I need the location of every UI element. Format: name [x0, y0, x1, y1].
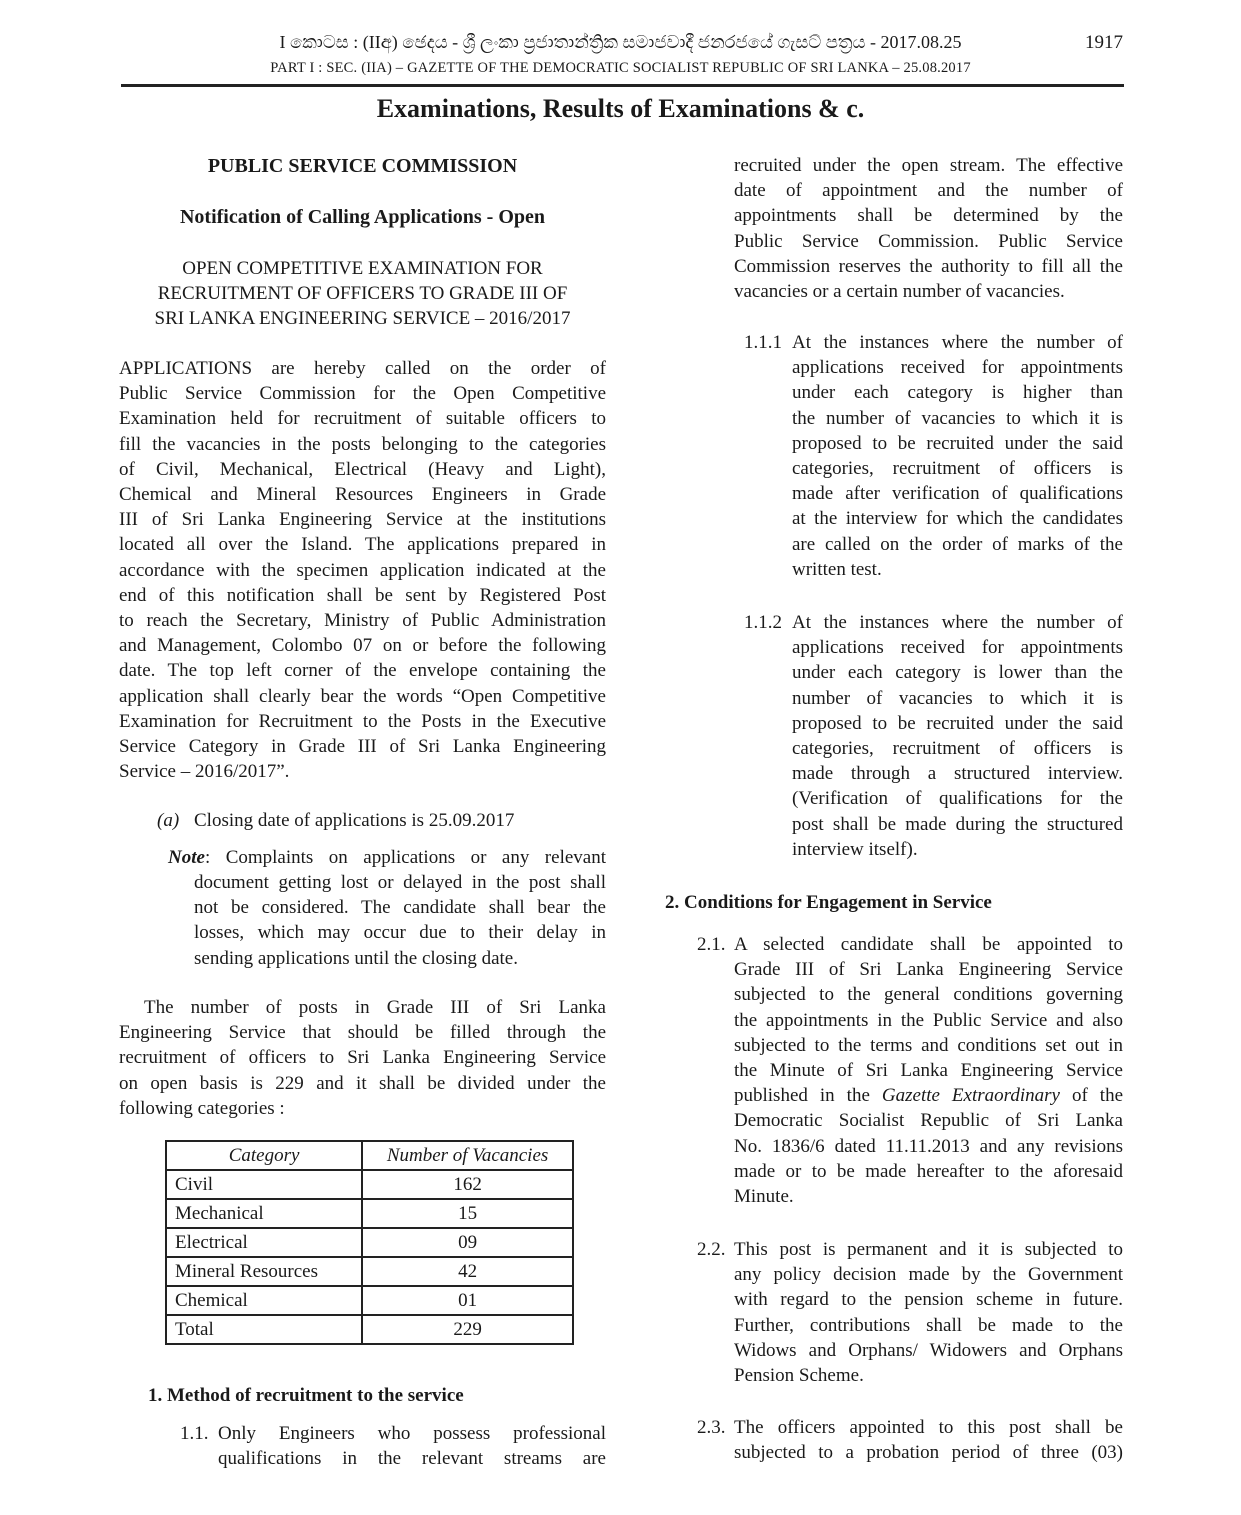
table-row — [166, 1199, 573, 1228]
category-cell: Mechanical — [166, 1199, 362, 1228]
item-2-2-text — [734, 1237, 1123, 1388]
text-line: following categories : — [119, 1097, 285, 1119]
text-line: At the instances where the number of — [792, 332, 1123, 353]
category-cell: Civil — [166, 1170, 362, 1199]
text-line: under each category is lower than the — [792, 662, 1123, 684]
text-line: Examination for Recruitment to the Posts in the Executive — [119, 710, 606, 732]
text-line: number of vacancies to which it is — [792, 687, 1123, 709]
vacancy-cell: 229 — [362, 1315, 573, 1344]
exam-title-line: SRI LANKA ENGINEERING SERVICE – 2016/2017 — [154, 308, 571, 330]
category-cell: Chemical — [166, 1286, 362, 1315]
page-number: 1917 — [1085, 32, 1123, 53]
note-lines — [194, 870, 606, 971]
text-line: Service – 2016/2017”. — [119, 761, 290, 783]
text-line: not be considered. The candidate shall bear the — [194, 897, 606, 919]
text-line: sending applications until the closing date. — [194, 947, 518, 969]
item-number: 2.2. — [697, 1239, 726, 1260]
text-line: Further, contributions shall be made to the — [734, 1314, 1123, 1336]
text-line: This post is permanent and it is subjected to — [734, 1239, 1123, 1260]
vacancy-cell: 15 — [362, 1199, 573, 1228]
note-first-text: : Complaints on applications or any relevant — [204, 847, 606, 868]
text-line: any policy decision made by the Government — [734, 1264, 1123, 1286]
exam-title-line: RECRUITMENT OF OFFICERS TO GRADE III OF — [157, 283, 568, 305]
text-line: categories, recruitment of officers is — [792, 458, 1123, 480]
text-line: The number of posts in Grade III of Sri Lanka — [144, 997, 606, 1018]
text-run: published in the — [734, 1085, 882, 1107]
text-line: Chemical and Mineral Resources Engineers in Grade — [119, 484, 606, 506]
text-line: losses, which may occur due to their delay in — [194, 922, 606, 944]
table-row — [166, 1315, 573, 1344]
text-line: are called on the order of marks of the — [792, 533, 1123, 555]
text-line: Widows and Orphans/ Widowers and Orphans — [734, 1339, 1123, 1361]
text-line: At the instances where the number of — [792, 612, 1123, 633]
text-line: A selected candidate shall be appointed to — [734, 934, 1123, 955]
table-row — [166, 1228, 573, 1257]
text-line: post shall be made during the structured — [792, 813, 1123, 835]
intro-paragraph — [119, 356, 606, 784]
item-number: 1.1.2 — [744, 612, 782, 633]
text-run: of the — [1059, 1085, 1123, 1107]
note-first-line — [168, 845, 606, 870]
category-cell: Total — [166, 1315, 362, 1344]
text-line: The officers appointed to this post shall be — [734, 1417, 1123, 1438]
text-line: interview itself). — [792, 838, 918, 860]
text-line: recruited under the open stream. The effective — [734, 155, 1123, 176]
text-line: Pension Scheme. — [734, 1365, 864, 1387]
table-row — [166, 1286, 573, 1315]
text-line: at the interview for which the candidates — [792, 508, 1123, 530]
text-line: proposed to be recruited under the said — [792, 432, 1123, 454]
text-line: the appointments in the Public Service and also — [734, 1009, 1123, 1031]
text-line: Public Service Commission for the Open Competitive — [119, 383, 606, 405]
text-line: made through a structured interview. — [792, 763, 1123, 785]
text-line: proposed to be recruited under the said — [792, 712, 1123, 734]
text-line: the number of vacancies to which it is — [792, 407, 1123, 429]
exam-title-line: OPEN COMPETITIVE EXAMINATION FOR — [182, 258, 543, 279]
text-line: Engineering Service that should be filled through the — [119, 1022, 606, 1044]
text-line: date. The top left corner of the envelope containing the — [119, 660, 606, 682]
text-line: and Management, Colombo 07 on or before the following — [119, 635, 606, 657]
text-line: Grade III of Sri Lanka Engineering Service — [734, 959, 1123, 981]
column-header: Category — [166, 1141, 362, 1170]
text-line: subjected to a probation period of three (03) — [734, 1442, 1123, 1464]
vacancies-table — [165, 1140, 574, 1345]
text-line: categories, recruitment of officers is — [792, 738, 1123, 760]
text-line: Minute. — [734, 1186, 794, 1208]
text-line: Democratic Socialist Republic of Sri Lanka — [734, 1110, 1123, 1132]
vacancy-cell: 09 — [362, 1228, 573, 1257]
table-row — [166, 1170, 573, 1199]
text-line: with regard to the pension scheme in future. — [734, 1289, 1123, 1311]
text-line: vacancies or a certain number of vacancies. — [734, 281, 1065, 303]
closing-label: (a) — [157, 810, 180, 831]
exam-title — [119, 256, 606, 332]
text-line: No. 1836/6 dated 11.11.2013 and any revisions — [734, 1135, 1123, 1157]
item-1-1-text — [218, 1421, 606, 1471]
note-label: Note — [168, 847, 205, 868]
item-number: 1.1. — [180, 1423, 209, 1444]
text-line: written test. — [792, 558, 882, 580]
conditions-heading: 2. Conditions for Engagement in Service — [665, 892, 992, 913]
posts-paragraph — [119, 995, 606, 1121]
text-line: Commission reserves the authority to fill all the — [734, 255, 1123, 277]
text-line: appointments shall be determined by the — [734, 205, 1123, 227]
item-number: 1.1.1 — [744, 332, 782, 353]
header-sinhala-line: I කොටස : (IIඅ) ඡෙදය - ශ්‍රී ලංකා ප්‍රජාතාන්ත්‍රික සමාජවාදී ජනරජයේ ගැසට් පත්‍රය - 2017.08.25 — [279, 32, 962, 52]
text-line: made or to be made hereafter to the aforesaid — [734, 1160, 1123, 1182]
text-line: subjected to the general conditions governing — [734, 984, 1123, 1006]
text-line: subjected to the terms and conditions set out in — [734, 1034, 1123, 1056]
text-line: fill the vacancies in the posts belonging to the categories — [119, 433, 606, 455]
org-heading: PUBLIC SERVICE COMMISSION — [207, 155, 518, 177]
vacancy-cell: 162 — [362, 1170, 573, 1199]
text-line: end of this notification shall be sent by Registered Post — [119, 584, 606, 606]
text-line — [734, 1083, 1123, 1108]
text-line: on open basis is 229 and it shall be divided under the — [119, 1072, 606, 1094]
column-header: Number of Vacancies — [362, 1141, 573, 1170]
text-line: date of appointment and the number of — [734, 180, 1123, 202]
item-1-1-1-text — [792, 330, 1123, 582]
text-line: to reach the Secretary, Ministry of Public Administration — [119, 610, 606, 632]
text-line: APPLICATIONS are hereby called on the order of — [119, 358, 606, 379]
item-2-3-text — [734, 1415, 1123, 1465]
notice-heading: Notification of Calling Applications - Open — [179, 206, 546, 228]
table-row — [166, 1257, 573, 1286]
text-line: III of Sri Lanka Engineering Service at the institutions — [119, 509, 606, 531]
text-line: application shall clearly bear the words “Open Competitive — [119, 685, 606, 707]
item-number: 2.3. — [697, 1417, 726, 1438]
item-number: 2.1. — [697, 934, 726, 955]
text-line: Service Category in Grade III of Sri Lanka Engineering — [119, 736, 606, 758]
text-line: Only Engineers who possess professional — [218, 1423, 606, 1444]
text-line: applications received for appointments — [792, 357, 1123, 379]
closing-date-text: Closing date of applications is 25.09.2017 — [194, 810, 515, 831]
text-line: qualifications in the relevant streams are — [218, 1448, 606, 1470]
item-1-1-2-text — [792, 610, 1123, 862]
text-line: accordance with the specimen application indicated at the — [119, 559, 606, 581]
text-line: made after verification of qualifications — [792, 483, 1123, 505]
header-english-line: PART I : SEC. (IIA) – GAZETTE OF THE DEMOCRATIC SOCIALIST REPUBLIC OF SRI LANKA – 25.08.2017 — [270, 60, 971, 76]
item-1-1-continued — [734, 153, 1123, 304]
text-line: (Verification of qualifications for the — [792, 788, 1123, 810]
text-line: under each category is higher than — [792, 382, 1123, 404]
text-line: of Civil, Mechanical, Electrical (Heavy and Light), — [119, 458, 606, 480]
note-block — [168, 845, 606, 870]
category-cell: Electrical — [166, 1228, 362, 1257]
vacancy-cell: 01 — [362, 1286, 573, 1315]
method-heading: 1. Method of recruitment to the service — [148, 1385, 464, 1406]
header-rule — [121, 84, 1124, 87]
text-line: located all over the Island. The applications prepared in — [119, 534, 606, 556]
item-2-1-text — [734, 932, 1123, 1209]
text-line: recruitment of officers to Sri Lanka Engineering Service — [119, 1047, 606, 1069]
table-header-row — [166, 1141, 573, 1170]
gazette-italic: Gazette Extraordinary — [881, 1085, 1060, 1107]
text-line: document getting lost or delayed in the post shall — [194, 872, 606, 893]
text-line: the Minute of Sri Lanka Engineering Service — [734, 1060, 1123, 1082]
text-line: Public Service Commission. Public Service — [734, 230, 1123, 252]
section-title: Examinations, Results of Examinations & c. — [376, 94, 865, 123]
category-cell: Mineral Resources — [166, 1257, 362, 1286]
vacancy-cell: 42 — [362, 1257, 573, 1286]
text-line: Examination held for recruitment of suitable officers to — [119, 408, 606, 430]
text-line: applications received for appointments — [792, 637, 1123, 659]
